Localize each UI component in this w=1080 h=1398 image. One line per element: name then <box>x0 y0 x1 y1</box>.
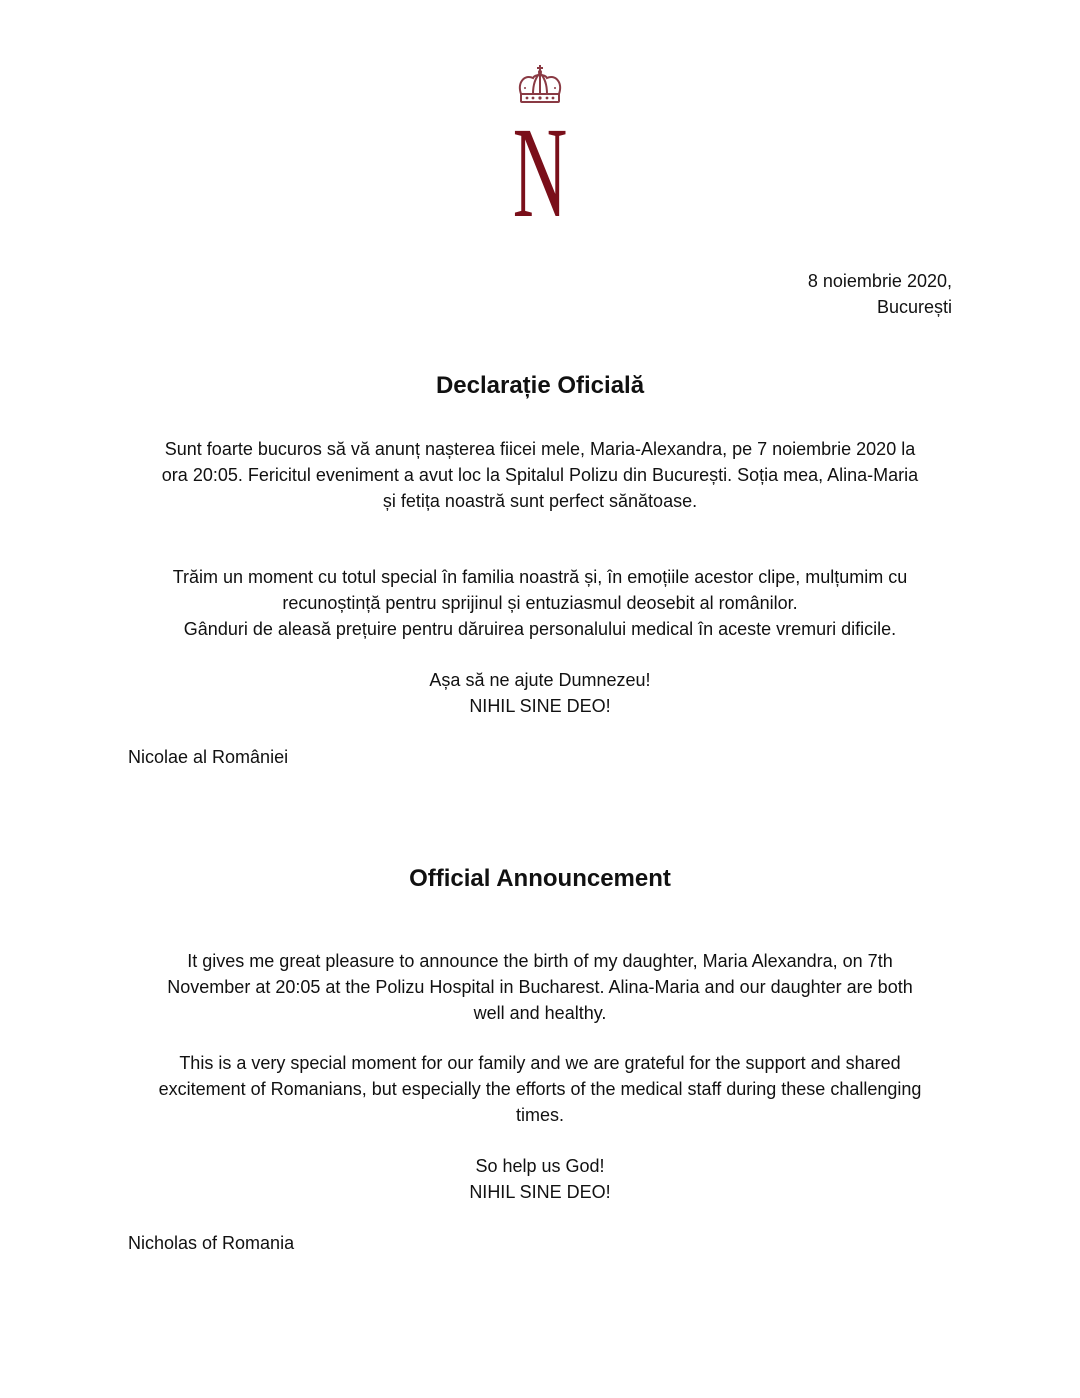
dateline <box>808 268 952 320</box>
text-line: excitement of Romanians, but especially the efforts of the medical staff during these challenging <box>158 1079 922 1099</box>
text-line: Gânduri de aleasă prețuire pentru dăruirea personalului medical în aceste vremuri dificile. <box>183 619 897 639</box>
text-line: NIHIL SINE DEO! <box>469 696 611 716</box>
text-line: So help us God! <box>475 1156 605 1176</box>
royal-crown-icon <box>515 64 565 106</box>
place: București <box>876 297 952 317</box>
romanian-title: Declarație Oficială <box>435 372 645 399</box>
romanian-paragraph-2 <box>120 564 960 642</box>
text-line: și fetița noastră sunt perfect sănătoase. <box>382 491 698 511</box>
romanian-paragraph-1 <box>120 436 960 514</box>
text-line: This is a very special moment for our family and we are grateful for the support and shared <box>179 1053 901 1073</box>
text-line: ora 20:05. Fericitul eveniment a avut loc la Spitalul Polizu din București. Soția mea, Alina-Maria <box>161 465 919 485</box>
text-line: Sunt foarte bucuros să vă anunț nașterea fiicei mele, Maria-Alexandra, pe 7 noiembrie 2020 la <box>164 439 916 459</box>
text-line: Așa să ne ajute Dumnezeu! <box>429 670 651 690</box>
date: 8 noiembrie 2020, <box>807 271 952 291</box>
english-signature: Nicholas of Romania <box>128 1233 295 1253</box>
english-paragraph-1 <box>120 948 960 1026</box>
text-line: times. <box>515 1105 564 1125</box>
text-line: recunoștință pentru sprijinul și entuziasmul deosebit al românilor. <box>282 593 798 613</box>
text-line: well and healthy. <box>473 1003 607 1023</box>
text-line: November at 20:05 at the Polizu Hospital in Bucharest. Alina-Maria and our daughter are both <box>167 977 913 997</box>
english-paragraph-2 <box>120 1050 960 1128</box>
english-title: Official Announcement <box>409 865 671 892</box>
romanian-closing <box>120 667 960 719</box>
text-line: It gives me great pleasure to announce the birth of my daughter, Maria Alexandra, on 7th <box>187 951 893 971</box>
monogram-logo: N <box>512 101 568 245</box>
romanian-signature: Nicolae al României <box>128 747 289 767</box>
english-closing <box>120 1153 960 1205</box>
text-line: Trăim un moment cu totul special în familia noastră și, în emoțiile acestor clipe, mulțumim cu <box>172 567 908 587</box>
text-line: NIHIL SINE DEO! <box>469 1182 611 1202</box>
